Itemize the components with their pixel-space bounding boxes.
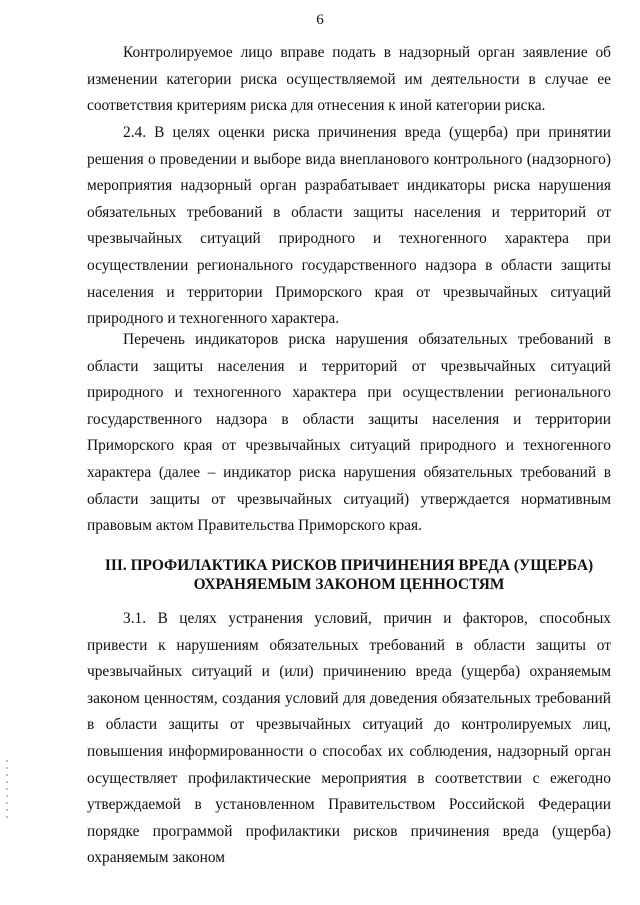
page-number: 6 bbox=[316, 12, 324, 28]
paragraph-indicator-list: Перечень индикаторов риска нарушения обязательных требований в области защиты населения и территорий от чрезвычайных ситуаций природного и техногенного характера при осуществлении регионального государственного надзора в области защиты населения и территории Приморского края от чрезвычайных ситуаций природного и техногенного характера (далее – индикатор риска нарушения обязательных требований в области защиты от чрезвычайных ситуаций) утверждается нормативным правовым актом Правительства Приморского края. bbox=[87, 331, 611, 535]
section-heading-line-1: III. ПРОФИЛАКТИКА РИСКОВ ПРИЧИНЕНИЯ ВРЕДА (УЩЕРБА) bbox=[104, 557, 594, 574]
paragraph-3-1-prevention: 3.1. В целях устранения условий, причин и факторов, способных привести к нарушениям обязательных требований в области защиты от чрезвычайных ситуаций и (или) причинению вреда (ущерба) охраняемым законом ценностям, создания условий для доведения обязательных требований в области защиты от чрезвычайных ситуаций до контролируемых лиц, повышения информированности о способах их соблюдения, надзорный орган осуществляет профилактические мероприятия в соответствии с ежегодно утверждаемой в установленном Правительством Российской Федерации порядке программой профилактики рисков причинения вреда (ущерба) охраняемым законом bbox=[87, 610, 611, 867]
paragraph-2-4-risk-indicators: 2.4. В целях оценки риска причинения вреда (ущерба) при принятии решения о проведении и выборе вида внепланового контрольного (надзорного) мероприятия надзорный орган разрабатывает индикаторы риска нарушения обязательных требований в области защиты населения и территорий от чрезвычайных ситуаций природного и техногенного характера при осуществлении регионального государственного надзора в области защиты населения и территории Приморского края от чрезвычайных ситуаций природного и техногенного характера. bbox=[87, 124, 611, 328]
scan-margin-artifact bbox=[6, 760, 8, 820]
paragraph-category-change: Контролируемое лицо вправе подать в надзорный орган заявление об изменении категории риска осуществляемой им деятельности в случае ее соответствия критериям риска для отнесения к иной категории риска. bbox=[87, 44, 611, 115]
section-heading bbox=[87, 556, 611, 594]
section-heading-line-2: ОХРАНЯЕМЫМ ЗАКОНОМ ЦЕННОСТЯМ bbox=[193, 576, 505, 593]
